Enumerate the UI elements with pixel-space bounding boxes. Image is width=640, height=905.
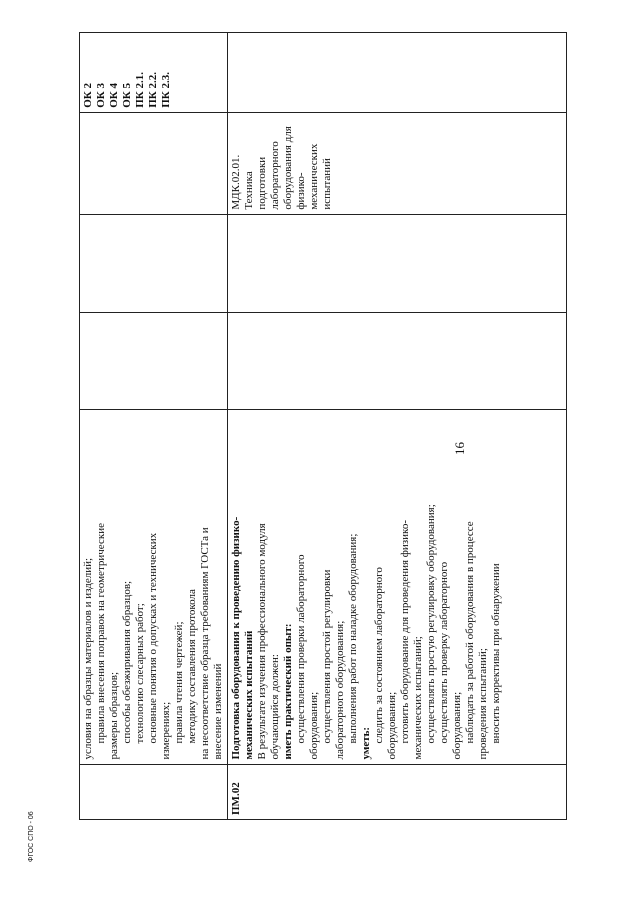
competencies-cell	[228, 33, 567, 113]
desc-line: механических испытаний;	[412, 636, 424, 760]
desc-line: на несоответствие образца требованиям ГОСТа и	[199, 527, 211, 760]
mdk-cell	[80, 112, 228, 214]
desc-line: осуществления проверки лабораторного	[295, 554, 307, 744]
competency-code: ОК 3	[95, 82, 107, 108]
desc-line: уметь:	[360, 726, 372, 760]
desc-line: следить за состоянием лабораторного	[373, 567, 385, 744]
curriculum-table	[79, 32, 567, 820]
desc-line: Подготовка оборудования к проведению физико-	[230, 516, 242, 760]
desc-line: оборудования;	[386, 691, 398, 760]
desc-line: основные понятия о допусках и технических	[147, 532, 159, 744]
module-code-cell	[80, 764, 228, 819]
empty-cell	[80, 312, 228, 410]
rotated-page	[57, 32, 567, 820]
desc-line: осуществления простой регулировки	[321, 569, 333, 744]
desc-line: механических испытаний	[243, 630, 255, 760]
desc-line: способы обезжиривания образцов;	[121, 580, 133, 744]
footer-label: ФГОС СПО - 06	[28, 811, 35, 862]
mdk-cell: МДК.02.01. Техника подготовки лабораторного оборудования для физико-механических испытаний	[228, 112, 567, 214]
desc-line: осуществлять простую регулировку оборудования;	[425, 504, 437, 744]
empty-cell	[228, 214, 567, 312]
desc-line: проведения испытаний;	[477, 648, 489, 760]
competency-code: ОК 5	[121, 82, 133, 108]
competency-code: ПК 2.2.	[147, 71, 159, 108]
desc-line: лабораторного оборудования;	[334, 620, 346, 760]
competencies-cell	[80, 33, 228, 113]
empty-cell	[80, 214, 228, 312]
desc-line: готовить оборудование для проведения физико-	[399, 520, 411, 744]
desc-line: методику составления протокола	[186, 589, 198, 744]
desc-line: выполнения работ по наладке оборудования;	[347, 533, 359, 744]
desc-line: правила внесения поправок на геометрические	[95, 523, 107, 744]
description-cell	[80, 410, 228, 764]
competency-code: ПК 2.3.	[160, 71, 172, 108]
desc-line: наблюдать за работой оборудования в процессе	[464, 521, 476, 744]
table-row	[80, 33, 228, 820]
description-cell	[228, 410, 567, 764]
desc-line: измерениях;	[160, 701, 172, 760]
desc-line: В результате изучения профессионального модуля	[256, 523, 268, 760]
desc-line: вносить коррективы при обнаружении	[490, 563, 502, 744]
desc-line: правила чтения чертежей;	[173, 621, 185, 744]
desc-line: обучающийся должен:	[269, 654, 281, 760]
table-row	[228, 33, 567, 820]
page-number: 16	[452, 442, 467, 455]
competency-code: ОК 2	[82, 82, 94, 108]
competency-code: ПК 2.1.	[134, 71, 146, 108]
desc-line: технологию слесарных работ;	[134, 603, 146, 744]
desc-line: оборудования;	[308, 691, 320, 760]
desc-line: осуществлять проверку лабораторного	[438, 561, 450, 744]
desc-line: условия на образцы материалов и изделий;	[82, 557, 94, 760]
competency-code: ОК 4	[108, 82, 120, 108]
module-code-cell: ПМ.02	[228, 764, 567, 819]
desc-line: иметь практический опыт:	[282, 623, 294, 760]
desc-line: внесение изменений	[212, 663, 224, 760]
desc-line: оборудования;	[451, 691, 463, 760]
empty-cell	[228, 312, 567, 410]
desc-line: размеры образцов;	[108, 671, 120, 760]
